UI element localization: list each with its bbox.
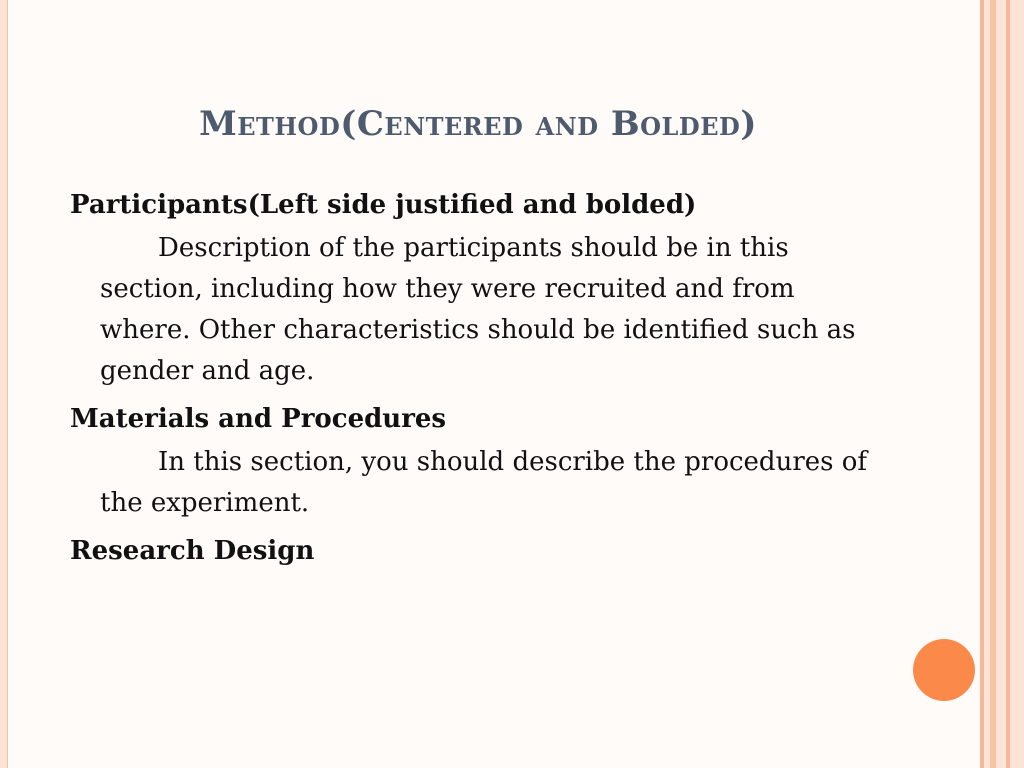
section-body-participants: Description of the participants should be in this section, including how they were recruited and from where. Other characteristics should be identified such as gender and age. [100, 233, 856, 386]
section-heading-research-design: Research Design [70, 536, 315, 566]
decorative-orange-circle [913, 639, 975, 701]
slide-title: Method(Centered and Bolded) [199, 104, 757, 144]
section-heading-participants: Participants(Left side justified and bolded) [70, 190, 697, 220]
section-body-materials: In this section, you should describe the procedures of the experiment. [100, 447, 868, 518]
slide [8, 0, 980, 768]
right-border-stripe [1010, 0, 1024, 768]
section-heading-materials: Materials and Procedures [70, 404, 447, 434]
right-border-stripe [996, 0, 1006, 768]
slide-body [70, 184, 890, 572]
left-edge-border [0, 0, 8, 768]
